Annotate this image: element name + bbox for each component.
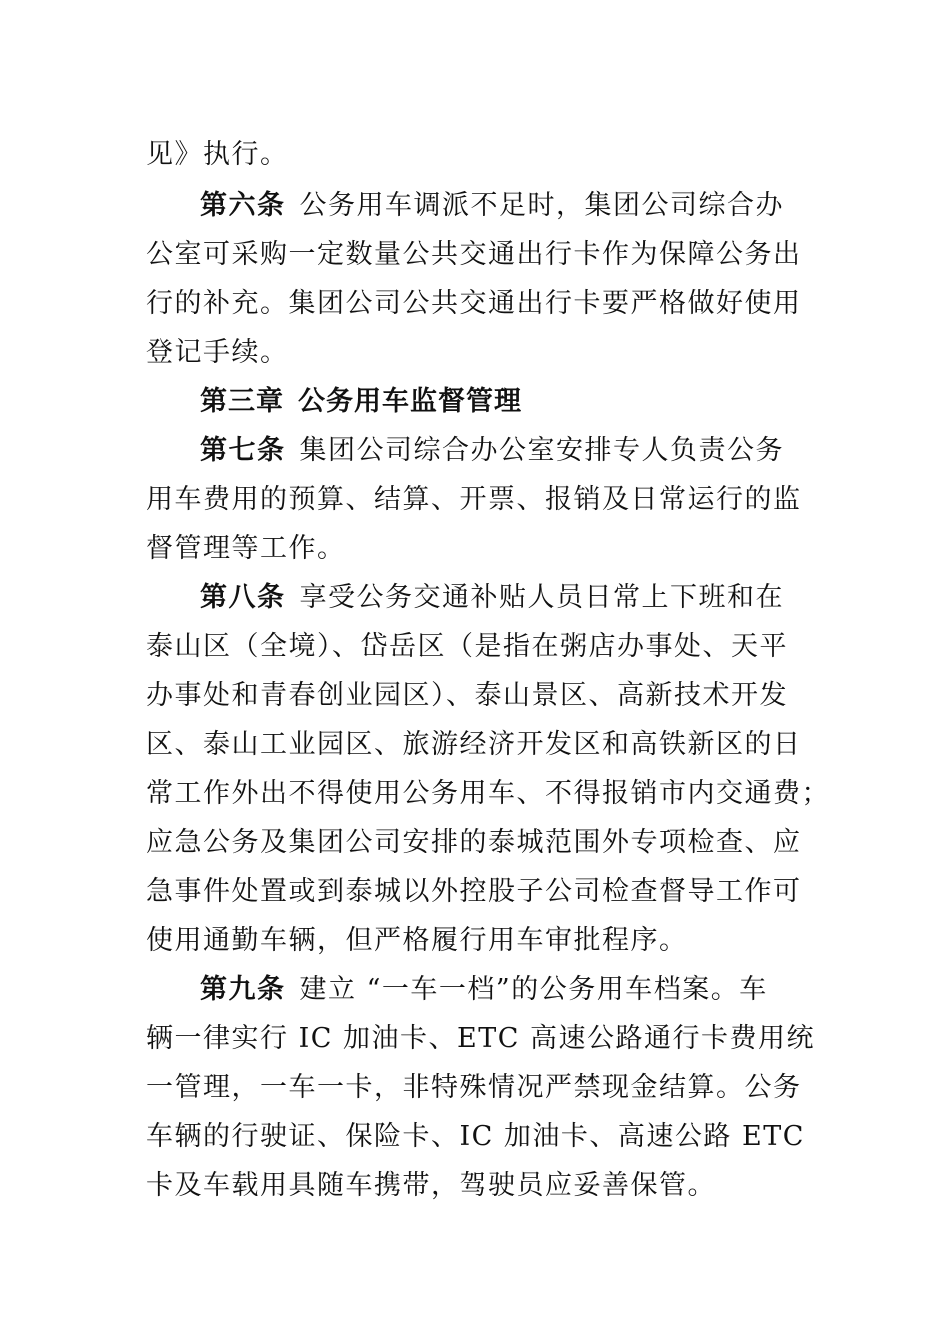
article-9-line: 辆一律实行 IC 加油卡、ETC 高速公路通行卡费用统 xyxy=(146,1023,815,1054)
article-9-first-line xyxy=(200,973,900,1007)
article-7-first-line xyxy=(200,434,900,468)
article-8-first-line xyxy=(200,581,900,615)
article-9-line: 车辆的行驶证、保险卡、IC 加油卡、高速公路 ETC xyxy=(146,1121,805,1152)
article-6-line: 行的补充。集团公司公共交通出行卡要严格做好使用 xyxy=(146,288,802,319)
article-9-text: 建立 “一车一档”的公务用车档案。车 xyxy=(299,974,768,1005)
article-8-line: 常工作外出不得使用公务用车、不得报销市内交通费； xyxy=(146,778,830,809)
article-8-line: 应急公务及集团公司安排的泰城范围外专项检查、应 xyxy=(146,827,802,858)
chapter-3-subtitle: 公务用车监督管理 xyxy=(298,386,522,417)
article-6-line: 公室可采购一定数量公共交通出行卡作为保障公务出 xyxy=(146,239,802,270)
article-7-line: 督管理等工作。 xyxy=(146,533,346,564)
chapter-3-heading xyxy=(200,385,900,419)
article-7-text: 集团公司综合办公室安排专人负责公务 xyxy=(299,435,784,466)
article-9-title: 第九条 xyxy=(200,974,286,1005)
article-8-line: 办事处和青春创业园区）、泰山景区、高新技术开发 xyxy=(146,680,788,711)
paragraph-continuation-line: 见》执行。 xyxy=(146,139,289,170)
article-8-title: 第八条 xyxy=(200,582,286,613)
article-7-title: 第七条 xyxy=(200,435,286,466)
article-6-first-line xyxy=(200,189,900,223)
chapter-3-title: 第三章 xyxy=(200,386,284,417)
article-8-line: 急事件处置或到泰城以外控股子公司检查督导工作可 xyxy=(146,876,802,907)
article-8-text: 享受公务交通补贴人员日常上下班和在 xyxy=(299,582,784,613)
article-9-line: 卡及车载用具随车携带，驾驶员应妥善保管。 xyxy=(146,1170,716,1201)
article-8-line: 泰山区（全境）、岱岳区（是指在粥店办事处、天平 xyxy=(146,631,788,662)
article-7-line: 用车费用的预算、结算、开票、报销及日常运行的监 xyxy=(146,484,802,515)
article-8-line: 使用通勤车辆，但严格履行用车审批程序。 xyxy=(146,925,688,956)
article-6-text: 公务用车调派不足时，集团公司综合办 xyxy=(299,190,784,221)
article-9-line: 一管理，一车一卡，非特殊情况严禁现金结算。公务 xyxy=(146,1072,802,1103)
article-6-title: 第六条 xyxy=(200,190,286,221)
article-8-line: 区、泰山工业园区、旅游经济开发区和高铁新区的日 xyxy=(146,729,802,760)
article-6-line: 登记手续。 xyxy=(146,337,289,368)
